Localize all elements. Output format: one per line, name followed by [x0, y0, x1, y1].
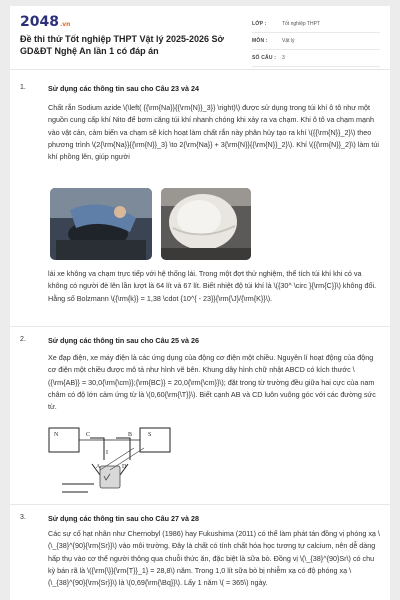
question-paragraph: Chất rắn Sodium azide \(\left( {{\rm{Na}}{{\rm{N}}_3}} \right)\) được sử dụng trong túi khí ô tô như một nguồn cung cấp khí Nito để bơm căng túi khí nhanh chóng khi xảy ra va chạm. Khi ô tô va chạm mạnh vào vật cản, cảm biến va chạm sẽ kích hoạt làm chất rắn này phân hủy tạo ra khí \({{\rm{N}}_2}\) theo phương trình \(2{\rm{Na}}{{\rm{N}}_3} \to 2{\rm{Na}} + 3{\rm{N}}{{\rm{N}}_2}\). Khí \({{\rm{N}}_2}\) làm túi khí phồng lên, giúp người: [48, 103, 379, 162]
coil-corner-label: A: [96, 464, 101, 470]
question-1: [20, 84, 380, 312]
question-heading: Sử dụng các thông tin sau cho Câu 25 và 26: [48, 336, 199, 345]
meta-row-class: [252, 16, 380, 33]
dc-motor-diagram: [48, 424, 173, 496]
document-page: [10, 6, 390, 600]
question-divider: [10, 326, 390, 327]
question-2: [20, 336, 380, 496]
question-paragraph: Xe đạp điện, xe máy điện là các ứng dụng của động cơ điện một chiều. Nguyên lí hoạt động của động cơ điện một chiều được mô tả như hình vẽ bên. Khung dây hình chữ nhật ABCD có kích thước \({\rm{AB}} = 30,0{\rm{\cm}};{\rm{BC}} = 20,0{\rm{\cm}}\); đặt trong từ trường đều giữa hai cực của nam châm có độ lớn cảm ứng từ là \(0,60{\rm{\T}}\). Biết cạnh AB và CD luôn vuông góc với các đường sức từ.: [48, 353, 376, 412]
question-3: [20, 514, 380, 600]
question-divider: [10, 504, 390, 505]
meta-label: MÔN :: [252, 38, 268, 44]
question-heading: Sử dụng các thông tin sau cho Câu 27 và 28: [48, 514, 199, 523]
document-title: Đề thi thử Tốt nghiệp THPT Vật lý 2025-2026 Sở GD&ĐT Nghệ An lần 1 có đáp án: [20, 34, 224, 56]
coil-corner-label: D: [122, 464, 127, 470]
meta-value: 3: [282, 55, 285, 61]
meta-label: SỐ CÂU :: [252, 55, 277, 61]
document-header: [10, 6, 390, 70]
meta-label: LỚP :: [252, 21, 267, 27]
current-label: I: [106, 450, 108, 456]
coil-corner-label: C: [86, 432, 91, 438]
question-paragraph: Các sự cố hạt nhân như Chernobyl (1986) hay Fukushima (2011) có thể làm phát tán đồng vị phóng xạ \(\_{38}^{90}{\rm{Sr}}\) vào môi trường. Đây là chất có tính chất hóa học tương tự calcium, nên dễ dàng hấp thụ vào cơ thể người thông qua chuỗi thức ăn, đặc biệt là sữa bò. Đồng vị \(\_{38}^{90}Sr\) có chu kỳ bán rã là \({\rm{\}}{\rm{T}}_1} = 28,8\) năm. Trong 1,0 lít sữa bò bị nhiễm xạ có độ phóng xạ \(\_{38}^{90}{\rm{Sr}}\) là \(0,69{\rm{\Bq}}\). Lấy 1 năm \( = 365\) ngày.: [48, 529, 380, 588]
magnet-pole-label: S: [148, 432, 152, 438]
meta-value: Tốt nghiệp THPT: [282, 21, 320, 27]
site-logo[interactable]: 2048.vn: [20, 14, 71, 30]
question-number: 3.: [20, 514, 26, 521]
airbag-test-photo: [50, 188, 152, 260]
document-meta: [252, 16, 380, 67]
coil-corner-label: B: [128, 432, 133, 438]
meta-row-count: [252, 50, 380, 67]
question-number: 2.: [20, 336, 26, 343]
meta-value: Vật lý: [282, 38, 295, 44]
meta-row-subject: [252, 33, 380, 50]
magnet-pole-label: N: [54, 432, 59, 438]
question-paragraph: lái xe không va chạm trực tiếp với hệ thống lái. Trong một đợt thử nghiệm, thể tích túi khí khi có va không có người đè lên lần lượt là 64 lít và 67 lít. Biết nhiệt độ túi khí là \({30^ \circ }{\rm{C}}\) không đổi. Hằng số Bolzmann \({\rm{k}} = 1,38 \cdot {10^{ - 23}}{\rm{\J}/{\rm{K}}\).: [48, 269, 377, 303]
question-number: 1.: [20, 84, 26, 91]
inflated-airbag-photo: [161, 188, 251, 260]
question-heading: Sử dụng các thông tin sau cho Câu 23 và 24: [48, 84, 199, 93]
